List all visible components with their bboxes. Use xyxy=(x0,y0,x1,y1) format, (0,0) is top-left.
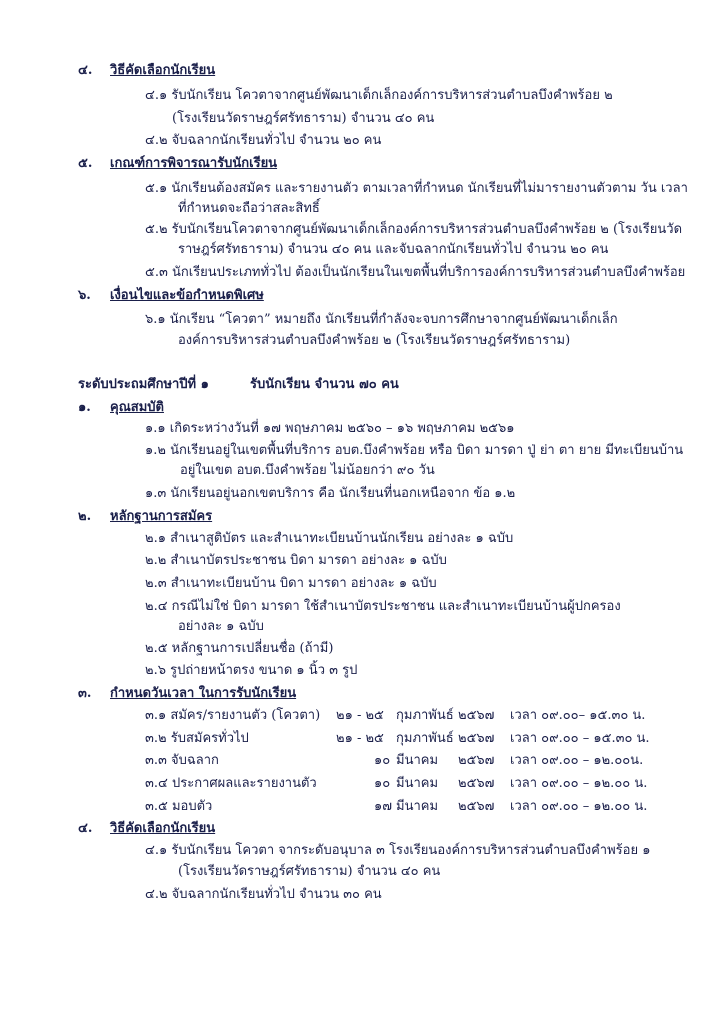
schedule-day: ๑๗ xyxy=(374,799,393,814)
list-item: ๕.๓ นักเรียนประเภททั่วไป ต้องเป็นนักเรียนในเขตพื้นที่บริการองค์การบริหารส่วนตำบลบึงคำพร้อย xyxy=(145,265,686,280)
list-item: ๔.๒ จับฉลากนักเรียนทั่วไป จำนวน ๒๐ คน xyxy=(145,133,382,148)
list-item: ๔.๑ รับนักเรียน โควตา จากระดับอนุบาล ๓ โรงเรียนองค์การบริหารส่วนตำบลบึงคำพร้อย ๑ xyxy=(145,843,651,858)
schedule-time: เวลา ๐๙.๐๐ – ๑๒.๐๐ น. xyxy=(510,776,648,791)
section-heading: เงื่อนไขและข้อกำหนดพิเศษ xyxy=(110,288,264,303)
section-heading: กำหนดวันเวลา ในการรับนักเรียน xyxy=(110,686,297,701)
schedule-time: เวลา ๐๙.๐๐– ๑๕.๓๐ น. xyxy=(510,708,646,723)
list-item: ๔.๑ รับนักเรียน โควตาจากศูนย์พัฒนาเด็กเล็กองค์การบริหารส่วนตำบลบึงคำพร้อย ๒ xyxy=(145,88,613,103)
section-number: ๑. xyxy=(78,400,91,415)
list-item: ๒.๓ สำเนาทะเบียนบ้าน บิดา มารดา อย่างละ ๑ ฉบับ xyxy=(145,576,437,591)
schedule-item: ๓.๕ มอบตัว xyxy=(145,799,213,814)
schedule-month: กุมภาพันธ์ xyxy=(396,708,454,723)
schedule-item: ๓.๒ รับสมัครทั่วไป xyxy=(145,731,249,746)
list-item: ๕.๒ รับนักเรียนโควตาจากศูนย์พัฒนาเด็กเล็กองค์การบริหารส่วนตำบลบึงคำพร้อย ๒ (โรงเรียนวัด xyxy=(145,222,683,237)
section-heading: วิธีคัดเลือกนักเรียน xyxy=(110,821,216,836)
schedule-item: ๓.๔ ประกาศผลและรายงานตัว xyxy=(145,776,317,791)
level-title: ระดับประถมศึกษาปีที่ ๑ xyxy=(78,377,209,392)
schedule-day: ๑๐ xyxy=(374,776,391,791)
list-item: ๒.๔ กรณีไม่ใช่ บิดา มารดา ใช้สำเนาบัตรประชาชน และสำเนาทะเบียนบ้านผู้ปกครอง xyxy=(145,599,621,614)
list-item: ๑.๓ นักเรียนอยู่นอกเขตบริการ คือ นักเรียนที่นอกเหนือจาก ข้อ ๑.๒ xyxy=(145,486,516,501)
list-item: ๕.๑ นักเรียนต้องสมัคร และรายงานตัว ตามเวลาที่กำหนด นักเรียนที่ไม่มารายงานตัวตาม วัน เวลา xyxy=(145,181,688,196)
section-number: ๓. xyxy=(78,686,92,701)
list-item-continued: (โรงเรียนวัดราษฎร์ศรัทธาราม) จำนวน ๔๐ คน xyxy=(178,864,441,879)
schedule-year: ๒๕๖๗ xyxy=(458,753,495,768)
list-item-continued: ที่กำหนดจะถือว่าสละสิทธิ์ xyxy=(178,201,320,216)
schedule-item: ๓.๓ จับฉลาก xyxy=(145,753,219,768)
list-item: ๒.๕ หลักฐานการเปลี่ยนชื่อ (ถ้ามี) xyxy=(145,641,334,656)
list-item: ๒.๖ รูปถ่ายหน้าตรง ขนาด ๑ นิ้ว ๓ รูป xyxy=(145,663,358,678)
schedule-month: มีนาคม xyxy=(396,776,439,791)
level-quota: รับนักเรียน จำนวน ๗๐ คน xyxy=(250,377,399,392)
section-heading: เกณฑ์การพิจารณารับนักเรียน xyxy=(110,156,278,171)
schedule-month: กุมภาพันธ์ xyxy=(396,731,454,746)
schedule-year: ๒๕๖๗ xyxy=(458,776,495,791)
schedule-day: ๒๑ - ๒๕ xyxy=(336,731,384,746)
list-item-continued: ราษฎร์ศรัทธาราม) จำนวน ๔๐ คน และจับฉลากนักเรียนทั่วไป จำนวน ๒๐ คน xyxy=(178,242,609,257)
section-heading: คุณสมบัติ xyxy=(110,400,164,415)
list-item: ๔.๒ จับฉลากนักเรียนทั่วไป จำนวน ๓๐ คน xyxy=(145,887,382,902)
schedule-item: ๓.๑ สมัคร/รายงานตัว (โควตา) xyxy=(145,708,321,723)
section-number: ๔. xyxy=(78,63,93,78)
schedule-year: ๒๕๖๗ xyxy=(458,708,495,723)
schedule-month: มีนาคม xyxy=(396,799,439,814)
section-heading: หลักฐานการสมัคร xyxy=(110,509,213,524)
list-item: ๒.๒ สำเนาบัตรประชาชน บิดา มารดา อย่างละ ๑ ฉบับ xyxy=(145,553,447,568)
schedule-year: ๒๕๖๗ xyxy=(458,731,495,746)
list-item-continued: (โรงเรียนวัดราษฎร์ศรัทธาราม) จำนวน ๔๐ คน xyxy=(172,111,435,126)
schedule-day: ๒๑ - ๒๕ xyxy=(336,708,384,723)
list-item-continued: อย่างละ ๑ ฉบับ xyxy=(178,619,264,634)
section-number: ๕. xyxy=(78,156,93,171)
schedule-month: มีนาคม xyxy=(396,753,439,768)
section-number: ๔. xyxy=(78,821,93,836)
schedule-time: เวลา ๐๙.๐๐ – ๑๒.๐๐ น. xyxy=(510,799,648,814)
schedule-time: เวลา ๐๙.๐๐ – ๑๕.๓๐ น. xyxy=(510,731,650,746)
list-item: ๑.๑ เกิดระหว่างวันที่ ๑๗ พฤษภาคม ๒๕๖๐ – ๑๖ พฤษภาคม ๒๕๖๑ xyxy=(145,421,515,436)
section-number: ๒. xyxy=(78,509,92,524)
schedule-time: เวลา ๐๙.๐๐ – ๑๒.๐๐น. xyxy=(510,753,644,768)
schedule-year: ๒๕๖๗ xyxy=(458,799,495,814)
list-item-continued: องค์การบริหารส่วนตำบลบึงคำพร้อย ๒ (โรงเรียนวัดราษฎร์ศรัทธาราม) xyxy=(178,333,571,348)
schedule-day: ๑๐ xyxy=(374,753,391,768)
section-number: ๖. xyxy=(78,288,91,303)
list-item-continued: อยู่ในเขต อบต.บึงคำพร้อย ไม่น้อยกว่า ๙๐ วัน xyxy=(180,463,435,478)
list-item: ๒.๑ สำเนาสูติบัตร และสำเนาทะเบียนบ้านนักเรียน อย่างละ ๑ ฉบับ xyxy=(145,531,514,546)
list-item: ๑.๒ นักเรียนอยู่ในเขตพื้นที่บริการ อบต.บึงคำพร้อย หรือ บิดา มารดา ปู่ ย่า ตา ยาย มีทะเบียนบ้าน xyxy=(145,443,684,458)
list-item: ๖.๑ นักเรียน “โควตา” หมายถึง นักเรียนที่กำลังจะจบการศึกษาจากศูนย์พัฒนาเด็กเล็ก xyxy=(145,312,618,327)
section-heading: วิธีคัดเลือกนักเรียน xyxy=(110,63,216,78)
